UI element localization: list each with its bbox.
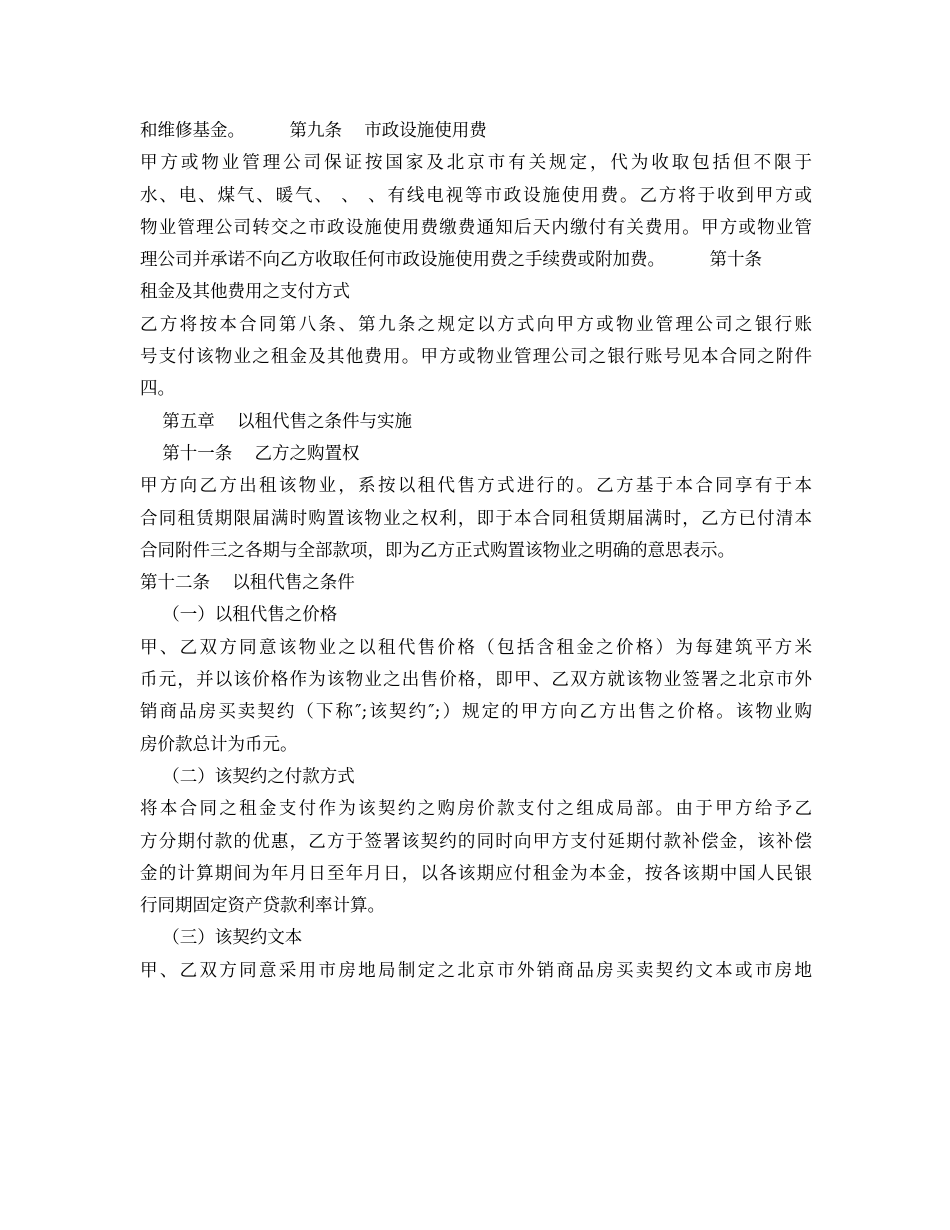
text-line: 合同租赁期限届满时购置该物业之权利，即于本合同租赁期届满时，乙方已付清本 (140, 508, 812, 529)
text-line: 币元，并以该价格作为该物业之出售价格，即甲、乙双方就该物业签署之北京市外 (140, 670, 812, 691)
text-line: 合同附件三之各期与全部款项，即为乙方正式购置该物业之明确的意思表示。 (140, 540, 735, 561)
section-heading: （二）该契约之付款方式 (140, 766, 355, 787)
text-line: 四。 (140, 379, 175, 400)
article-heading: 第十二条 以租代售之条件 (140, 573, 355, 594)
text-line: 金的计算期间为年月日至年月日，以各该期应付租金为本金，按各该期中国人民银 (140, 863, 812, 884)
text-line: 行同期固定资产贷款利率计算。 (140, 896, 385, 917)
text-line: 物业管理公司转交之市政设施使用费缴费通知后天内缴付有关费用。甲方或物业管 (140, 217, 812, 238)
text-line: 理公司并承诺不向乙方收取任何市政设施使用费之手续费或附加费。 第十条 (140, 250, 762, 271)
text-line: 水、电、煤气、暖气、 、 、有线电视等市政设施使用费。乙方将于收到甲方或 (140, 185, 812, 206)
text-line: 销商品房买卖契约（下称″;该契约″;）规定的甲方向乙方出售之价格。该物业购 (140, 702, 812, 723)
text-line: 甲、乙双方同意采用市房地局制定之北京市外销商品房买卖契约文本或市房地 (140, 960, 812, 981)
text-line: 和维修基金。 第九条 市政设施使用费 (140, 121, 487, 141)
section-heading: （三）该契约文本 (140, 928, 303, 949)
text-line: 方分期付款的优惠，乙方于签署该契约的同时向甲方支付延期付款补偿金，该补偿 (140, 831, 812, 852)
text-line: 号支付该物业之租金及其他费用。甲方或物业管理公司之银行账号见本合同之附件 (140, 347, 812, 368)
text-line: 甲、乙双方同意该物业之以租代售价格（包括含租金之价格）为每建筑平方米 (140, 637, 812, 658)
chapter-heading: 第五章 以租代售之条件与实施 (140, 411, 413, 432)
text-line: 甲方或物业管理公司保证按国家及北京市有关规定，代为收取包括但不限于 (140, 153, 812, 174)
text-line: 乙方将按本合同第八条、第九条之规定以方式向甲方或物业管理公司之银行账 (140, 314, 812, 335)
document-body (140, 115, 812, 987)
text-line: 甲方向乙方出租该物业，系按以租代售方式进行的。乙方基于本合同享有于本 (140, 476, 812, 497)
article-heading: 第十一条 乙方之购置权 (140, 443, 360, 464)
text-line: 租金及其他费用之支付方式 (140, 282, 350, 303)
text-line: 将本合同之租金支付作为该契约之购房价款支付之组成局部。由于甲方给予乙 (140, 799, 812, 820)
section-heading: （一）以租代售之价格 (140, 605, 338, 626)
text-line: 房价款总计为币元。 (140, 734, 298, 755)
